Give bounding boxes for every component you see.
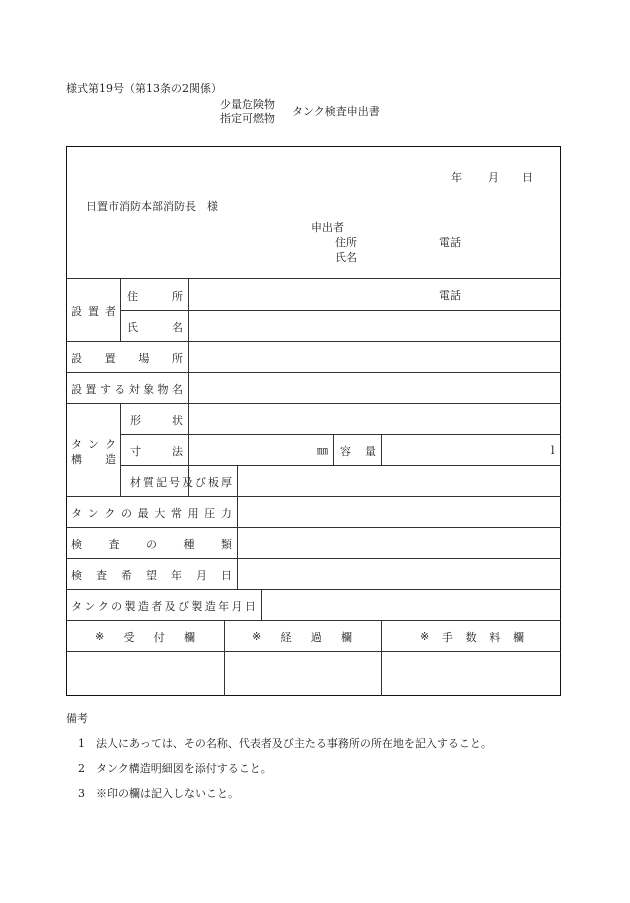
label-char: の <box>146 537 157 551</box>
label-char: 希 <box>121 568 132 582</box>
progress-header <box>252 630 352 643</box>
progress-field[interactable] <box>225 652 381 696</box>
note-number: 2 <box>78 762 85 775</box>
applicant-label: 申出者 <box>311 221 344 234</box>
label-char: ※ <box>95 630 105 643</box>
label-char: 査 <box>108 537 120 551</box>
fee-header <box>420 630 524 643</box>
label-char: 年 <box>218 599 230 613</box>
label-char: 記 <box>156 475 167 489</box>
label-char: 欄 <box>183 630 195 644</box>
label-char: 法 <box>172 444 183 458</box>
note-text: タンク構造明細図を添付すること。 <box>96 762 272 775</box>
label-char: す <box>99 382 111 396</box>
row-divider <box>67 558 561 559</box>
max-pressure-label <box>71 506 232 519</box>
label-char: 類 <box>221 537 232 551</box>
col-divider <box>261 589 262 620</box>
label-char: 容 <box>340 444 351 458</box>
row-divider <box>67 620 561 621</box>
row-divider <box>120 465 561 466</box>
label-char: ク <box>97 599 109 613</box>
label-char: 日 <box>221 568 232 582</box>
label-char: 検 <box>71 568 82 582</box>
label-char: 過 <box>310 630 322 644</box>
label-char: 造 <box>204 599 216 613</box>
label-char: 常 <box>170 506 182 520</box>
label-char: 所 <box>172 289 183 303</box>
label-char: 号 <box>169 475 180 489</box>
col-divider <box>120 403 121 496</box>
label-char: 厚 <box>221 475 232 489</box>
row-divider <box>120 310 561 311</box>
tank-structure-label-top <box>71 437 116 450</box>
label-char: 置 <box>85 382 97 396</box>
label-char: 住 <box>127 289 138 303</box>
desired-date-label <box>71 568 232 581</box>
label-char: 造 <box>105 452 116 466</box>
label-char: 板 <box>208 475 219 489</box>
label-char: ン <box>88 437 99 451</box>
note-number: 1 <box>78 737 85 750</box>
label-char: 力 <box>220 506 232 520</box>
label-char: 置 <box>104 351 116 365</box>
label-char: 造 <box>137 599 149 613</box>
row-divider <box>120 434 561 435</box>
label-char: ン <box>84 599 96 613</box>
label-char: 及 <box>164 599 176 613</box>
label-char: 象 <box>143 382 155 396</box>
label-char: る <box>114 382 126 396</box>
shape-label <box>130 413 183 426</box>
label-char: 形 <box>130 413 141 427</box>
label-char: ン <box>87 506 99 520</box>
label-char: ※ <box>420 630 430 643</box>
applicant-address-label: 住所 <box>335 236 357 249</box>
col-divider <box>333 434 334 465</box>
applicant-name-label: 氏名 <box>335 251 357 264</box>
label-char: 製 <box>191 599 203 613</box>
note-text: 法人にあっては、その名称、代表者及び主たる事務所の所在地を記入すること。 <box>96 737 492 750</box>
label-char: 圧 <box>204 506 216 520</box>
label-char: 月 <box>231 599 243 613</box>
label-char: タ <box>71 506 82 520</box>
row-divider <box>67 589 561 590</box>
label-char: 者 <box>151 599 163 613</box>
addressee: 日置市消防本部消防長 様 <box>86 200 218 213</box>
label-char: 寸 <box>130 444 141 458</box>
label-char: 氏 <box>127 320 138 334</box>
material-label <box>130 475 232 488</box>
label-char: 付 <box>153 630 165 644</box>
label-char: 査 <box>96 568 107 582</box>
row-divider <box>67 278 561 279</box>
label-char: 場 <box>138 351 150 365</box>
target-object-label <box>71 382 183 395</box>
label-char: 最 <box>137 506 149 520</box>
label-char: 及 <box>182 475 193 489</box>
label-char: 設 <box>71 304 82 318</box>
label-char: 種 <box>183 537 195 551</box>
label-char: 年 <box>171 568 182 582</box>
subject-top: 少量危険物 <box>220 98 275 111</box>
label-char: 受 <box>123 630 135 644</box>
label-char: 日 <box>244 599 256 613</box>
row-divider <box>67 403 561 404</box>
notes-title: 備考 <box>66 712 88 725</box>
label-char: 検 <box>71 537 82 551</box>
label-char: 名 <box>172 320 183 334</box>
subject-bottom: 指定可燃物 <box>220 112 275 125</box>
label-char: 所 <box>171 351 183 365</box>
label-char: 置 <box>88 304 99 318</box>
label-char: ク <box>105 437 116 451</box>
capacity-unit: l <box>551 444 555 457</box>
col-divider <box>381 434 382 465</box>
label-char: 料 <box>489 630 501 644</box>
label-char: び <box>195 475 206 489</box>
label-char: 材 <box>130 475 141 489</box>
label-char: 欄 <box>512 630 524 644</box>
row-divider <box>67 341 561 342</box>
label-char: 構 <box>71 452 82 466</box>
label-char: 用 <box>187 506 199 520</box>
label-char: 者 <box>105 304 116 318</box>
tank-structure-label-bottom <box>71 452 116 465</box>
dimension-unit: ㎜ <box>317 444 328 457</box>
label-char: び <box>178 599 189 613</box>
document-title: タンク検査申出書 <box>292 105 380 118</box>
date-day-label: 日 <box>522 171 533 184</box>
row-divider <box>67 372 561 373</box>
location-label <box>71 351 183 364</box>
label-char: タ <box>71 437 82 451</box>
inspection-type-label <box>71 537 232 550</box>
dimensions-label <box>130 444 183 457</box>
date-month-label: 月 <box>488 171 499 184</box>
form-number: 様式第19号（第13条の2関係） <box>66 82 222 95</box>
reception-field[interactable] <box>67 652 224 696</box>
row-divider <box>67 527 561 528</box>
date-year-label: 年 <box>451 171 462 184</box>
fee-field[interactable] <box>382 652 560 696</box>
label-char: の <box>111 599 123 613</box>
label-char: 名 <box>171 382 183 396</box>
label-char: 望 <box>146 568 157 582</box>
label-char: 欄 <box>340 630 352 644</box>
installer-name-label <box>127 320 183 333</box>
label-char: 数 <box>465 630 477 644</box>
label-char: 量 <box>365 444 376 458</box>
label-char: 状 <box>172 413 183 427</box>
row-divider <box>67 496 561 497</box>
col-divider <box>237 465 238 589</box>
label-char: 物 <box>157 382 169 396</box>
col-divider <box>188 278 189 496</box>
applicant-phone-label: 電話 <box>439 236 461 249</box>
reception-header <box>95 630 195 643</box>
label-char: 手 <box>441 630 453 644</box>
label-char: ※ <box>252 630 262 643</box>
label-char: 大 <box>154 506 166 520</box>
capacity-label <box>340 444 376 457</box>
label-char: ク <box>104 506 116 520</box>
installer-address-label <box>127 289 183 302</box>
label-char: の <box>120 506 132 520</box>
label-char: 対 <box>128 382 140 396</box>
installer-label <box>71 304 116 317</box>
label-char: 設 <box>71 351 82 365</box>
note-number: 3 <box>78 787 85 800</box>
col-divider <box>120 278 121 341</box>
label-char: 経 <box>280 630 292 644</box>
note-text: ※印の欄は記入しないこと。 <box>96 787 239 800</box>
label-char: 月 <box>196 568 207 582</box>
label-char: タ <box>71 599 82 613</box>
manufacturer-label <box>71 599 256 612</box>
label-char: 質 <box>143 475 154 489</box>
label-char: 製 <box>124 599 136 613</box>
label-char: 設 <box>71 382 82 396</box>
installer-phone-label: 電話 <box>439 289 461 302</box>
